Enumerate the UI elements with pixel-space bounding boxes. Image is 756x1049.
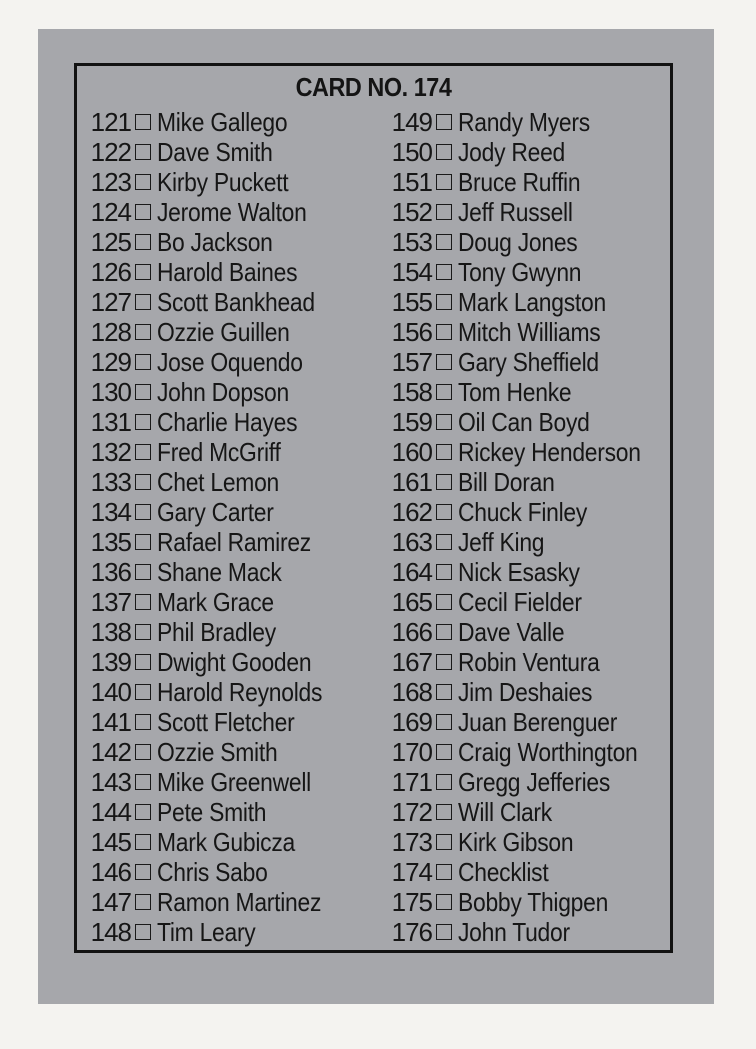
checklist-entry — [388, 857, 666, 887]
checklist-entry — [87, 407, 345, 437]
player-name: Dave Valle — [458, 617, 565, 647]
checkbox[interactable] — [436, 474, 452, 490]
card-number: 175 — [391, 887, 432, 917]
checkbox[interactable] — [436, 234, 452, 250]
card-number: 145 — [90, 827, 131, 857]
player-name: Tom Henke — [458, 377, 572, 407]
checklist-entry — [388, 827, 666, 857]
checkbox[interactable] — [135, 624, 151, 640]
player-name: Shane Mack — [157, 557, 282, 587]
player-name: Rafael Ramirez — [157, 527, 311, 557]
checklist-entry — [388, 347, 666, 377]
card-number: 122 — [90, 137, 131, 167]
checklist-entry — [87, 707, 345, 737]
player-name: Checklist — [458, 857, 549, 887]
card-number: 174 — [391, 857, 432, 887]
player-name: Dave Smith — [157, 137, 273, 167]
card-number: 144 — [90, 797, 131, 827]
card-number: 156 — [391, 317, 432, 347]
player-name: Gary Carter — [157, 497, 274, 527]
player-name: Ramon Martinez — [157, 887, 322, 917]
card-number: 141 — [90, 707, 131, 737]
checkbox[interactable] — [436, 594, 452, 610]
card-number: 136 — [90, 557, 131, 587]
card-number: 138 — [90, 617, 131, 647]
player-name: Robin Ventura — [458, 647, 600, 677]
checklist-entry — [87, 917, 345, 947]
card-face — [38, 29, 714, 1004]
player-name: Jody Reed — [458, 137, 566, 167]
checkbox[interactable] — [135, 354, 151, 370]
card-number: 133 — [90, 467, 131, 497]
checkbox[interactable] — [135, 534, 151, 550]
card-number: 165 — [391, 587, 432, 617]
player-name: Scott Fletcher — [157, 707, 295, 737]
card-number: 157 — [391, 347, 432, 377]
checklist-entry — [388, 767, 666, 797]
checklist-entry — [388, 557, 666, 587]
checkbox[interactable] — [135, 924, 151, 940]
player-name: Harold Baines — [157, 257, 298, 287]
card-number: 147 — [90, 887, 131, 917]
card-number: 151 — [391, 167, 432, 197]
player-name: Mitch Williams — [458, 317, 601, 347]
card-number: 132 — [90, 437, 131, 467]
player-name: Mark Gubicza — [157, 827, 295, 857]
checklist-entry — [87, 737, 345, 767]
checkbox[interactable] — [436, 114, 452, 130]
checklist-entry — [388, 737, 666, 767]
checkbox[interactable] — [135, 714, 151, 730]
player-name: Ozzie Guillen — [157, 317, 290, 347]
checkbox[interactable] — [135, 564, 151, 580]
player-name: Mark Grace — [157, 587, 274, 617]
checklist-entry — [388, 167, 666, 197]
checkbox[interactable] — [135, 834, 151, 850]
checkbox[interactable] — [436, 744, 452, 760]
card-number: 137 — [90, 587, 131, 617]
checkbox[interactable] — [436, 204, 452, 220]
checklist-entry — [388, 497, 666, 527]
checklist-entry — [388, 257, 666, 287]
checklist-entry — [388, 137, 666, 167]
checklist-entry — [388, 317, 666, 347]
checklist-box — [74, 63, 673, 953]
checkbox[interactable] — [436, 354, 452, 370]
card-number: 163 — [391, 527, 432, 557]
card-number: 127 — [90, 287, 131, 317]
player-name: Bill Doran — [458, 467, 555, 497]
checklist-entry — [87, 467, 345, 497]
checkbox[interactable] — [135, 474, 151, 490]
card-number: 173 — [391, 827, 432, 857]
checkbox[interactable] — [135, 504, 151, 520]
card-number: 162 — [391, 497, 432, 527]
checklist-entry — [87, 167, 345, 197]
card-number: 134 — [90, 497, 131, 527]
checklist-entry — [87, 347, 345, 377]
card-number: 153 — [391, 227, 432, 257]
checkbox[interactable] — [135, 804, 151, 820]
card-number: 155 — [391, 287, 432, 317]
checkbox[interactable] — [135, 204, 151, 220]
checkbox[interactable] — [135, 744, 151, 760]
card-number: 160 — [391, 437, 432, 467]
checklist-entry — [388, 707, 666, 737]
checkbox[interactable] — [436, 624, 452, 640]
player-name: Dwight Gooden — [157, 647, 312, 677]
checklist-entry — [87, 497, 345, 527]
checkbox[interactable] — [436, 384, 452, 400]
checkbox[interactable] — [436, 834, 452, 850]
checklist-entry — [388, 617, 666, 647]
player-name: Pete Smith — [157, 797, 267, 827]
player-name: Charlie Hayes — [157, 407, 298, 437]
checkbox[interactable] — [135, 294, 151, 310]
card-number: 168 — [391, 677, 432, 707]
player-name: Phil Bradley — [157, 617, 276, 647]
checklist-entry — [87, 257, 345, 287]
player-name: Ozzie Smith — [157, 737, 278, 767]
card-number: 154 — [391, 257, 432, 287]
player-name: Rickey Henderson — [458, 437, 641, 467]
card-number: 131 — [90, 407, 131, 437]
checkbox[interactable] — [436, 924, 452, 940]
checkbox[interactable] — [135, 894, 151, 910]
checkbox[interactable] — [135, 174, 151, 190]
checklist-left-column — [87, 107, 345, 947]
card-number: 158 — [391, 377, 432, 407]
checklist-entry — [87, 617, 345, 647]
card-number: 142 — [90, 737, 131, 767]
card-number: 164 — [391, 557, 432, 587]
checkbox[interactable] — [436, 684, 452, 700]
checkbox[interactable] — [436, 294, 452, 310]
card-number: 125 — [90, 227, 131, 257]
card-number: 148 — [90, 917, 131, 947]
card-number: 139 — [90, 647, 131, 677]
player-name: Mark Langston — [458, 287, 606, 317]
card-number: 128 — [90, 317, 131, 347]
player-name: Bruce Ruffin — [458, 167, 581, 197]
card-number: 159 — [391, 407, 432, 437]
checkbox[interactable] — [436, 264, 452, 280]
player-name: Randy Myers — [458, 107, 590, 137]
checklist-entry — [388, 677, 666, 707]
card-number: 170 — [391, 737, 432, 767]
checklist-right-column — [388, 107, 666, 947]
checkbox[interactable] — [135, 264, 151, 280]
checkbox[interactable] — [436, 774, 452, 790]
card-number: 140 — [90, 677, 131, 707]
player-name: Chuck Finley — [458, 497, 588, 527]
player-name: Doug Jones — [458, 227, 578, 257]
checkbox[interactable] — [436, 864, 452, 880]
card-number: 149 — [391, 107, 432, 137]
checkbox[interactable] — [436, 714, 452, 730]
checklist-entry — [87, 317, 345, 347]
checklist-entry — [388, 287, 666, 317]
card-number: 150 — [391, 137, 432, 167]
card-number: 123 — [90, 167, 131, 197]
checklist-entry — [388, 647, 666, 677]
checklist-entry — [388, 917, 666, 947]
player-name: Jerome Walton — [157, 197, 307, 227]
checklist-entry — [87, 887, 345, 917]
checklist-entry — [87, 857, 345, 887]
player-name: Chet Lemon — [157, 467, 280, 497]
checkbox[interactable] — [135, 234, 151, 250]
checklist-entry — [388, 467, 666, 497]
card-title: CARD NO. 174 — [295, 72, 452, 102]
card-number: 126 — [90, 257, 131, 287]
card-number: 172 — [391, 797, 432, 827]
checklist-entry — [388, 227, 666, 257]
checkbox[interactable] — [436, 804, 452, 820]
player-name: Nick Esasky — [458, 557, 580, 587]
checklist-entry — [87, 527, 345, 557]
checklist-entry — [87, 557, 345, 587]
player-name: Kirby Puckett — [157, 167, 289, 197]
player-name: Gary Sheffield — [458, 347, 599, 377]
checklist-entry — [87, 827, 345, 857]
checklist-entry — [87, 107, 345, 137]
player-name: Scott Bankhead — [157, 287, 315, 317]
checkbox[interactable] — [436, 444, 452, 460]
checkbox[interactable] — [436, 564, 452, 580]
card-number: 161 — [391, 467, 432, 497]
checkbox[interactable] — [436, 654, 452, 670]
player-name: Cecil Fielder — [458, 587, 582, 617]
checklist-entry — [87, 767, 345, 797]
player-name: Chris Sabo — [157, 857, 268, 887]
checklist-entry — [388, 407, 666, 437]
player-name: Jeff King — [458, 527, 545, 557]
player-name: John Tudor — [458, 917, 570, 947]
card-number: 167 — [391, 647, 432, 677]
checklist-entry — [87, 287, 345, 317]
checklist-entry — [388, 527, 666, 557]
card-number: 143 — [90, 767, 131, 797]
checkbox[interactable] — [135, 684, 151, 700]
player-name: Harold Reynolds — [157, 677, 323, 707]
checkbox[interactable] — [135, 594, 151, 610]
player-name: Will Clark — [458, 797, 552, 827]
player-name: Mike Gallego — [157, 107, 288, 137]
checklist-entry — [87, 377, 345, 407]
checklist-entry — [388, 587, 666, 617]
player-name: Juan Berenguer — [458, 707, 618, 737]
checkbox[interactable] — [135, 384, 151, 400]
checklist-entry — [388, 197, 666, 227]
player-name: Bobby Thigpen — [458, 887, 609, 917]
player-name: John Dopson — [157, 377, 289, 407]
player-name: Kirk Gibson — [458, 827, 574, 857]
checkbox[interactable] — [436, 414, 452, 430]
checklist-entry — [87, 227, 345, 257]
player-name: Jose Oquendo — [157, 347, 303, 377]
checklist-entry — [87, 677, 345, 707]
checklist-entry — [388, 887, 666, 917]
checklist-entry — [388, 107, 666, 137]
checklist-entry — [87, 437, 345, 467]
checkbox[interactable] — [436, 324, 452, 340]
checklist-entry — [388, 437, 666, 467]
checkbox[interactable] — [135, 414, 151, 430]
player-name: Tim Leary — [157, 917, 256, 947]
checkbox[interactable] — [436, 174, 452, 190]
checkbox[interactable] — [436, 894, 452, 910]
checkbox[interactable] — [135, 654, 151, 670]
player-name: Jeff Russell — [458, 197, 573, 227]
checkbox[interactable] — [436, 504, 452, 520]
checklist-entry — [87, 587, 345, 617]
card-number: 146 — [90, 857, 131, 887]
player-name: Craig Worthington — [458, 737, 638, 767]
player-name: Oil Can Boyd — [458, 407, 590, 437]
player-name: Bo Jackson — [157, 227, 273, 257]
player-name: Tony Gwynn — [458, 257, 582, 287]
checkbox[interactable] — [135, 864, 151, 880]
player-name: Jim Deshaies — [458, 677, 593, 707]
checklist-entry — [388, 377, 666, 407]
checkbox[interactable] — [135, 324, 151, 340]
checklist-entry — [388, 797, 666, 827]
checklist-entry — [87, 137, 345, 167]
card-number: 169 — [391, 707, 432, 737]
checkbox[interactable] — [135, 144, 151, 160]
card-number: 121 — [90, 107, 131, 137]
card-number: 152 — [391, 197, 432, 227]
checkbox[interactable] — [135, 444, 151, 460]
checklist-entry — [87, 797, 345, 827]
player-name: Mike Greenwell — [157, 767, 311, 797]
checkbox[interactable] — [135, 774, 151, 790]
card-number: 129 — [90, 347, 131, 377]
player-name: Fred McGriff — [157, 437, 281, 467]
card-number: 171 — [391, 767, 432, 797]
card-number: 130 — [90, 377, 131, 407]
checklist-entry — [87, 647, 345, 677]
checkbox[interactable] — [135, 114, 151, 130]
card-number: 166 — [391, 617, 432, 647]
checklist-entry — [87, 197, 345, 227]
player-name: Gregg Jefferies — [458, 767, 611, 797]
card-number: 135 — [90, 527, 131, 557]
card-number: 176 — [391, 917, 432, 947]
checkbox[interactable] — [436, 144, 452, 160]
checkbox[interactable] — [436, 534, 452, 550]
card-number: 124 — [90, 197, 131, 227]
